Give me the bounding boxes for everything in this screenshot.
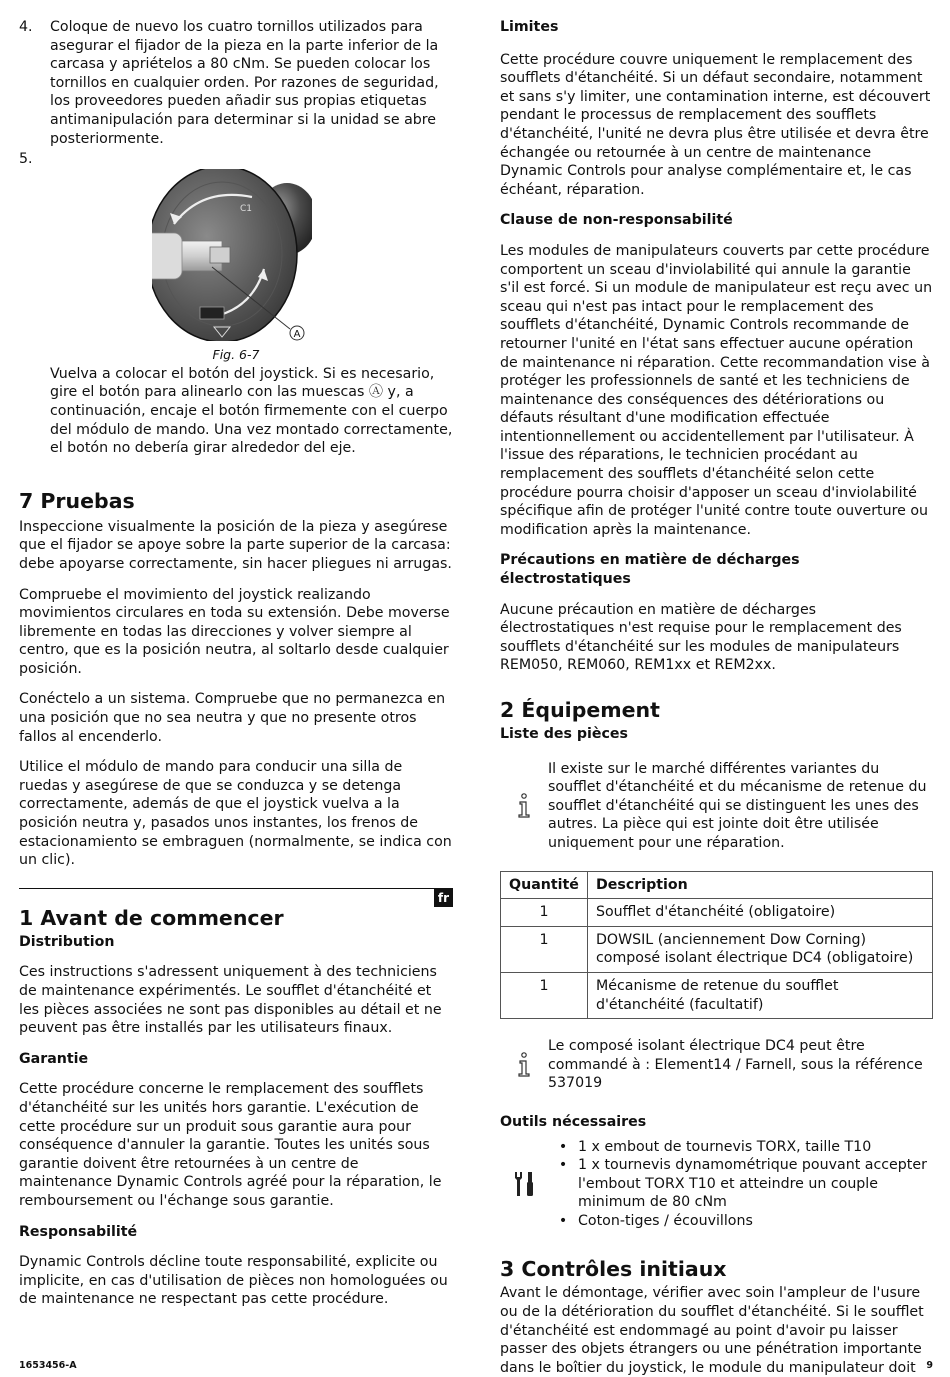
cell-quantity: 1 <box>501 972 588 1018</box>
language-divider <box>19 888 453 905</box>
responsabilite-text: Dynamic Controls décline toute responsabilité, explicite ou implicite, en cas d'utilisation de pièces non homologuées ou de maintenance ne respectant pas cette procédure. <box>19 1254 448 1308</box>
cell-quantity: 1 <box>501 926 588 972</box>
section-heading-avant: 1 Avant de commencer <box>19 905 284 930</box>
note-variants <box>500 760 933 853</box>
info-icon <box>500 793 548 819</box>
column-header-quantity: Quantité <box>501 871 588 899</box>
svg-text:C1: C1 <box>240 203 253 214</box>
pruebas-paragraph: Conéctelo a un sistema. Compruebe que no permanezca en una posición que no sea neutra y que no presente otros fallos al encenderlo. <box>19 691 446 745</box>
tools-icon <box>500 1170 548 1198</box>
subheading-responsabilite: Responsabilité <box>19 1223 138 1240</box>
cell-quantity: 1 <box>501 899 588 927</box>
parts-table <box>500 871 933 1020</box>
step-4 <box>19 18 453 148</box>
subheading-clause: Clause de non-responsabilité <box>500 212 733 229</box>
joystick-figure <box>152 169 312 341</box>
step-5 <box>19 150 453 169</box>
subheading-limites: Limites <box>500 19 559 35</box>
section-heading-pruebas: 7 Pruebas <box>19 488 135 513</box>
controles-text: Avant le démontage, vérifier avec soin l'ampleur de l'usure ou de la détérioration du soufflet d'étanchéité. Si le soufflet d'étanchéité est endommagé au point d'avoir pu laisser passer des objets étrangers ou une pénétration importante dans le boîtier du joystick, le module du manipulateur doit <box>500 1285 924 1376</box>
doc-number: 1653456-A <box>19 1360 77 1371</box>
section-heading-equipement: 2 Équipement <box>500 698 660 722</box>
list-item: • 1 x embout de tournevis TORX, taille T10 <box>558 1138 872 1155</box>
table-header-row <box>501 871 933 899</box>
section-heading-controles: 3 Contrôles initiaux <box>500 1257 727 1282</box>
subheading-tools: Outils nécessaires <box>500 1113 647 1130</box>
table-row <box>501 899 933 927</box>
list-item: • 1 x tournevis dynamométrique pouvant accepter l'embout TORX T10 et atteindre un couple minimum de 80 cNm <box>558 1157 927 1211</box>
garantie-text: Cette procédure concerne le remplacement des soufflets d'étanchéité sur les unités hors garantie. L'exécution de cette procédure sur un produit sous garantie aura pour conséquence d'annuler la garantie. Toutes les unités sous garantie doivent être retournées à un centre de maintenance Dynamic Controls agréé pour la réparation, le remboursement ou l'échange sous garantie. <box>19 1081 442 1209</box>
tools-block <box>500 1138 933 1231</box>
distribution-text: Ces instructions s'adressent uniquement à des techniciens de maintenance expérimentés. Le soufflet d'étanchéité et les pièces associées ne sont pas disponibles au détail et ne peuvent pas être installés par les utilisateurs finaux. <box>19 964 442 1037</box>
step-number: 5. <box>19 151 33 168</box>
table-row <box>501 926 933 972</box>
subheading-parts: Liste des pièces <box>500 726 628 742</box>
cell-description: DOWSIL (anciennement Dow Corning) composé isolant électrique DC4 (obligatoire) <box>588 926 933 972</box>
note-dc4 <box>500 1037 933 1093</box>
right-column <box>500 18 933 1377</box>
language-badge: fr <box>434 889 453 907</box>
tools-list <box>548 1138 933 1231</box>
cell-description: Mécanisme de retenue du soufflet d'étanchéité (facultatif) <box>588 972 933 1018</box>
joystick-knob-illustration <box>152 169 312 341</box>
pruebas-paragraph: Compruebe el movimiento del joystick realizando movimientos circulares en toda su extensión. Debe moverse libremente en todas las direcciones y volver siempre al centro, que es la posición neutra, al soltarlo desde cualquier posición. <box>19 586 450 677</box>
note-text: Il existe sur le marché différentes variantes du soufflet d'étanchéité et du mécanisme de retenue du soufflet d'étanchéité qui se distinguent les unes des autres. La pièce qui est jointe doit être utilisée uniquement pour une réparation. <box>548 760 927 851</box>
subheading-distribution: Distribution <box>19 933 115 950</box>
pruebas-paragraph: Inspeccione visualmente la posición de la pieza y asegúrese que el fijador se apoye sobre la parte superior de la carcasa: debe apoyarse correctamente, sin hacer pliegues ni arrugas. <box>19 518 452 572</box>
step-5-text: Vuelva a colocar el botón del joystick. Si es necesario, gire el botón para alinearlo con las muescas Ⓐ y, a continuación, encaje el botón firmemente con el cuerpo del módulo de mando. Una vez montado correctamente, el botón no debería girar alrededor del eje. <box>50 365 453 457</box>
left-column <box>19 18 453 1309</box>
figure-caption: Fig. 6-7 <box>212 346 260 362</box>
subheading-esd: Précautions en matière de décharges électrostatiques <box>500 552 800 588</box>
column-header-description: Description <box>588 871 933 899</box>
pruebas-paragraph: Utilice el módulo de mando para conducir una silla de ruedas y asegúrese de que se conduzca y se detenga correctamente, además de que el joystick vuelva a la posición neutra y, pasados unos instantes, los frenos de estacionamiento se embraguen (normalmente, se indica con un clic). <box>19 759 452 869</box>
info-icon <box>500 1052 548 1078</box>
subheading-garantie: Garantie <box>19 1050 89 1067</box>
table-row <box>501 972 933 1018</box>
step-text: Coloque de nuevo los cuatro tornillos utilizados para asegurar el fijador de la pieza en la parte inferior de la carcasa y apriételos a 80 cNm. Se pueden colocar los tornillos en cualquier orden. Por razones de seguridad, los proveedores pueden añadir sus propias etiquetas antimanipulación para determinar si la unidad se abre posteriormente. <box>50 19 439 147</box>
step-list <box>19 18 453 169</box>
list-item: • Coton-tiges / écouvillons <box>558 1212 753 1229</box>
page-number: 9 <box>926 1360 933 1371</box>
esd-text: Aucune précaution en matière de décharges électrostatiques n'est requise pour le remplacement des soufflets d'étanchéité sur les modules de manipulateurs REM050, REM060, REM1xx et REM2xx. <box>500 601 902 674</box>
clause-text: Les modules de manipulateurs couverts par cette procédure comportent un sceau d'inviolabilité qui annule la garantie s'il est forcé. Si un module de manipulateur est reçu avec un sceau qui n'est pas intact pour le remplacement des soufflets d'étanchéité, Dynamic Controls recommande de retourner l'unité en l'état sans effectuer aucune opération de maintenance ni réparation. Cette recommandation vise à protéger les professionnels de santé et les techniciens de maintenance des conséquences des détériorations ou défauts résultant d'une modification effectuée intentionnellement ou accidentellement par l'utilisateur. À l'issue des réparations, le technicien procédant au remplacement des soufflets d'étanchéité selon cette procédure pourra choisir d'apposer un sceau d'inviolabilité spécifique afin de protéger l'unité contre toute ouverture ou modification après la maintenance. <box>500 242 933 538</box>
step-number: 4. <box>19 19 33 35</box>
limites-text: Cette procédure couvre uniquement le remplacement des soufflets d'étanchéité. Si un défaut secondaire, notamment et sans s'y limiter, une contamination interne, est découvert pendant le processus de remplacement des soufflets d'étanchéité, l'unité ne devra plus être utilisée et devra être échangée ou retournée à un centre de maintenance Dynamic Controls pour analyse complémentaire et, le cas échéant, réparation. <box>500 51 931 198</box>
cell-description: Soufflet d'étanchéité (obligatoire) <box>588 899 933 927</box>
callout-a-label: A <box>293 328 301 340</box>
note-text: Le composé isolant électrique DC4 peut être commandé à : Element14 / Farnell, sous la référence 537019 <box>548 1038 923 1092</box>
